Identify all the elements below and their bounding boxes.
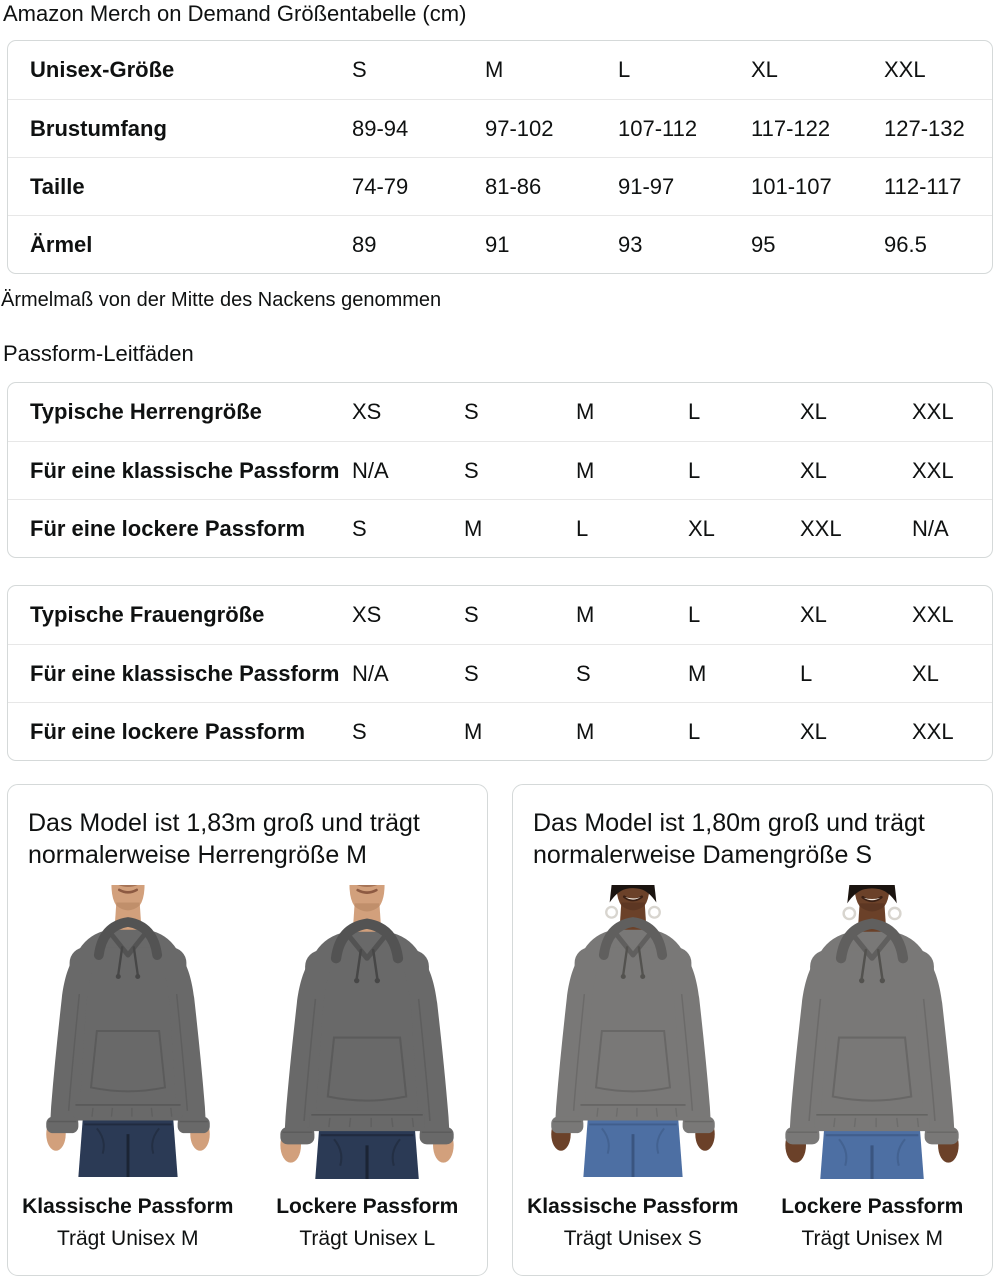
model-photo-womens-loose-fit — [763, 883, 981, 1179]
fit-name-caption: Klassische Passform — [22, 1195, 234, 1218]
header-cell: XS — [352, 399, 382, 424]
header-cell: S — [464, 399, 479, 424]
model-photo-mens-loose-fit — [258, 883, 476, 1179]
row-label: Unisex-Größe — [30, 57, 175, 82]
fit-table-header-row — [8, 383, 992, 441]
table-row — [8, 157, 992, 215]
header-cell: M — [576, 602, 595, 627]
fit-size-caption: Trägt Unisex M — [56, 1227, 199, 1250]
mens-model-card — [7, 784, 488, 1276]
fit-name-caption: Lockere Passform — [781, 1195, 964, 1218]
size-cell: 96.5 — [884, 231, 927, 257]
row-label: Taille — [30, 173, 85, 199]
model-cards — [7, 784, 993, 1276]
header-cell: XXL — [884, 57, 926, 82]
header-cell: L — [688, 399, 701, 424]
size-cell: XL — [912, 660, 939, 686]
model-photos — [513, 883, 992, 1251]
model-figure-womens-classic — [513, 883, 753, 1251]
size-table-header-row — [8, 41, 992, 99]
size-cell: XXL — [800, 515, 842, 541]
unisex-size-table — [7, 40, 993, 274]
size-cell: S — [576, 660, 591, 686]
model-photo-mens-classic-fit — [19, 883, 237, 1179]
fit-guides-heading: Passform-Leitfäden — [3, 341, 194, 366]
header-cell: XS — [352, 602, 382, 627]
size-cell: 91-97 — [618, 173, 675, 199]
size-cell: 91 — [485, 231, 510, 257]
fit-size-caption: Trägt Unisex S — [563, 1227, 702, 1250]
size-cell: 117-122 — [751, 115, 831, 141]
fit-name-caption: Lockere Passform — [276, 1195, 459, 1218]
table-row — [8, 499, 992, 557]
model-card-intro: Das Model ist 1,80m groß und trägt normalerweise Damengröße S — [533, 809, 925, 869]
fit-table-header-row — [8, 586, 992, 644]
fit-size-caption: Trägt Unisex M — [801, 1227, 944, 1250]
size-cell: S — [352, 718, 367, 744]
sleeve-note: Ärmelmaß von der Mitte des Nackens genommen — [1, 289, 442, 311]
size-cell: 101-107 — [751, 173, 832, 199]
size-cell: N/A — [912, 515, 949, 541]
size-cell: L — [576, 515, 589, 541]
size-cell: XL — [800, 457, 827, 483]
header-cell: M — [485, 57, 504, 82]
size-cell: M — [464, 515, 483, 541]
size-cell: 89-94 — [352, 115, 409, 141]
fit-name-caption: Klassische Passform — [527, 1195, 739, 1218]
size-cell: M — [688, 660, 707, 686]
size-cell: 95 — [751, 231, 776, 257]
model-photo-womens-classic-fit — [524, 883, 742, 1179]
mens-fit-table — [7, 382, 993, 558]
size-cell: XXL — [912, 457, 954, 483]
size-cell: L — [688, 457, 701, 483]
row-label: Für eine klassische Passform — [30, 660, 340, 686]
row-label: Für eine klassische Passform — [30, 457, 340, 483]
size-cell: M — [576, 718, 595, 744]
header-cell: XXL — [912, 399, 954, 424]
size-cell: S — [464, 660, 479, 686]
header-cell: XL — [800, 399, 827, 424]
page-title: Amazon Merch on Demand Größentabelle (cm) — [3, 1, 467, 26]
table-row — [8, 99, 992, 157]
header-cell: XXL — [912, 602, 954, 627]
header-cell: L — [688, 602, 701, 627]
model-figure-mens-loose — [248, 883, 488, 1251]
size-cell: 89 — [352, 231, 377, 257]
row-label: Für eine lockere Passform — [30, 718, 306, 744]
header-cell: XL — [751, 57, 778, 82]
fit-size-caption: Trägt Unisex L — [299, 1227, 436, 1250]
row-label: Für eine lockere Passform — [30, 515, 306, 541]
size-cell: N/A — [352, 457, 389, 483]
size-cell: S — [352, 515, 367, 541]
header-cell: XL — [800, 602, 827, 627]
size-cell: XL — [688, 515, 715, 541]
size-cell: 127-132 — [884, 115, 965, 141]
size-cell: 107-112 — [618, 115, 698, 141]
header-cell: S — [464, 602, 479, 627]
model-photos — [8, 883, 487, 1251]
size-cell: L — [688, 718, 701, 744]
womens-fit-table — [7, 585, 993, 761]
size-cell: M — [576, 457, 595, 483]
header-cell: L — [618, 57, 631, 82]
table-row — [8, 215, 992, 273]
row-label: Brustumfang — [30, 115, 167, 141]
size-cell: 74-79 — [352, 173, 409, 199]
size-cell: XXL — [912, 718, 954, 744]
size-cell: XL — [800, 718, 827, 744]
size-cell: 93 — [618, 231, 643, 257]
size-cell: M — [464, 718, 483, 744]
row-label: Typische Frauengröße — [30, 602, 265, 627]
size-cell: L — [800, 660, 813, 686]
model-figure-mens-classic — [8, 883, 248, 1251]
size-cell: N/A — [352, 660, 389, 686]
size-cell: 81-86 — [485, 173, 542, 199]
size-cell: 112-117 — [884, 173, 962, 199]
model-figure-womens-loose — [753, 883, 993, 1251]
row-label: Ärmel — [30, 231, 93, 257]
row-label: Typische Herrengröße — [30, 399, 262, 424]
header-cell: S — [352, 57, 367, 82]
table-row — [8, 441, 992, 499]
size-cell: 97-102 — [485, 115, 554, 141]
womens-model-card — [512, 784, 993, 1276]
table-row — [8, 644, 992, 702]
size-cell: S — [464, 457, 479, 483]
table-row — [8, 702, 992, 760]
model-card-intro: Das Model ist 1,83m groß und trägt normalerweise Herrengröße M — [28, 809, 420, 869]
header-cell: M — [576, 399, 595, 424]
